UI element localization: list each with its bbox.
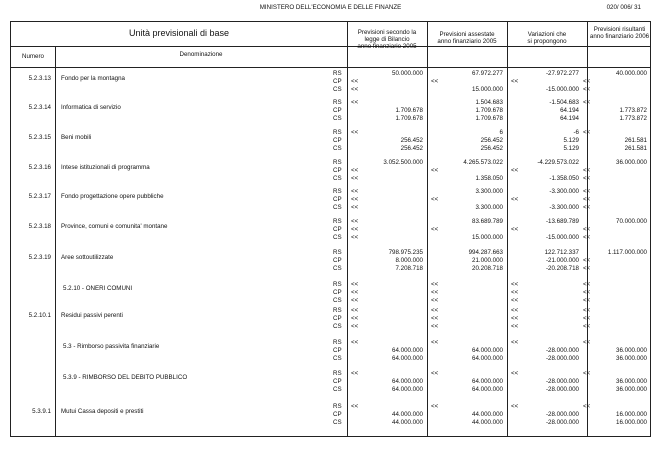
value-risultanti: << [583, 167, 591, 174]
table-row [11, 188, 652, 214]
value-variazioni: << [511, 370, 519, 377]
table-row [11, 370, 652, 396]
value-bilancio: 64.000.000 [392, 386, 423, 393]
value-variazioni: -28.000.000 [545, 419, 579, 426]
value-assestate: 256.452 [480, 145, 503, 152]
value-bilancio: << [351, 370, 359, 377]
values-variazioni [511, 129, 579, 153]
row-code: RS [333, 249, 342, 256]
values-risultanti [583, 70, 647, 94]
value-risultanti: 261.581 [624, 145, 647, 152]
values-variazioni [511, 159, 579, 183]
value-variazioni: << [511, 403, 519, 410]
row-number: 5.2.10.1 [28, 312, 51, 319]
value-risultanti: 36.000.000 [616, 159, 647, 166]
value-assestate: << [431, 78, 439, 85]
value-bilancio: << [351, 175, 359, 182]
value-variazioni: -28.000.000 [545, 411, 579, 418]
values-risultanti [583, 249, 647, 273]
value-bilancio: << [351, 281, 359, 288]
values-risultanti [583, 129, 647, 153]
values-assestate [431, 281, 503, 305]
row-denominazione: 5.3.9 - RIMBORSO DEL DEBITO PUBBLICO [63, 374, 188, 381]
value-risultanti: << [583, 265, 591, 272]
values-variazioni [511, 188, 579, 212]
row-code: RS [333, 70, 342, 77]
value-risultanti: << [583, 315, 591, 322]
row-code: CP [333, 226, 342, 233]
value-risultanti: << [583, 188, 591, 195]
values-risultanti [583, 99, 647, 123]
table-row [11, 281, 652, 307]
value-variazioni: << [511, 307, 519, 314]
row-code: CP [333, 196, 342, 203]
table-row [11, 159, 652, 185]
row-codes [333, 339, 347, 363]
value-bilancio: << [351, 204, 359, 211]
row-code: CP [333, 315, 342, 322]
value-bilancio: 798.975.235 [388, 249, 423, 256]
value-variazioni: << [511, 167, 519, 174]
value-assestate: 15.000.000 [472, 234, 503, 241]
table-row [11, 339, 652, 365]
value-risultanti: 16.000.000 [616, 411, 647, 418]
value-assestate: << [431, 196, 439, 203]
value-assestate: 6 [499, 129, 503, 136]
value-risultanti: << [583, 307, 591, 314]
row-codes [333, 188, 347, 212]
value-variazioni: -1.504.683 [549, 99, 579, 106]
value-bilancio: << [351, 196, 359, 203]
value-bilancio: 44.000.000 [392, 411, 423, 418]
value-assestate: 21.000.000 [472, 257, 503, 264]
value-risultanti: 70.000.000 [616, 218, 647, 225]
value-variazioni: << [511, 196, 519, 203]
value-risultanti: 261.581 [624, 137, 647, 144]
budget-table [10, 21, 651, 437]
row-code: RS [333, 370, 342, 377]
values-bilancio [351, 281, 423, 305]
row-number: 5.2.3.17 [28, 193, 51, 200]
row-codes [333, 370, 347, 394]
value-bilancio: 64.000.000 [392, 347, 423, 354]
row-code: RS [333, 403, 342, 410]
value-variazioni: -21.000.000 [545, 257, 579, 264]
value-variazioni: << [511, 226, 519, 233]
row-code: CS [333, 386, 342, 393]
values-variazioni [511, 403, 579, 427]
value-risultanti: 40.000.000 [616, 70, 647, 77]
col-header-numero: Numero [21, 53, 44, 60]
row-code: CS [333, 265, 342, 272]
row-code: CS [333, 355, 342, 362]
col-header-previsioni-risultanti: Previsioni risultanti anno finanziario 2006 [589, 26, 650, 41]
value-assestate: << [431, 370, 439, 377]
row-denominazione: Intese istituzionali di programma [61, 164, 150, 171]
value-assestate: 1.709.678 [475, 115, 503, 122]
value-variazioni: -20.208.718 [545, 265, 579, 272]
row-code: CS [333, 86, 342, 93]
value-risultanti: 36.000.000 [616, 386, 647, 393]
value-assestate: << [431, 167, 439, 174]
row-codes [333, 249, 347, 273]
values-bilancio [351, 70, 423, 94]
value-bilancio: << [351, 226, 359, 233]
table-row [11, 70, 652, 96]
values-risultanti [583, 218, 647, 242]
value-assestate: 1.504.683 [475, 99, 503, 106]
group-title: Unità previsionali di base [128, 28, 230, 38]
row-code: RS [333, 188, 342, 195]
value-risultanti: << [583, 129, 591, 136]
row-denominazione: Fondo per la montagna [61, 75, 125, 82]
value-bilancio: << [351, 289, 359, 296]
value-assestate: 15.000.000 [472, 86, 503, 93]
values-assestate [431, 159, 503, 183]
row-code: RS [333, 307, 342, 314]
row-denominazione: Residui passivi perenti [61, 312, 123, 319]
value-bilancio: 3.052.500.000 [383, 159, 423, 166]
row-code: CP [333, 257, 342, 264]
value-variazioni: << [511, 315, 519, 322]
value-bilancio: << [351, 188, 359, 195]
row-number: 5.2.3.19 [28, 254, 51, 261]
value-risultanti: << [583, 339, 591, 346]
value-bilancio: 7.208.718 [395, 265, 423, 272]
value-bilancio: 256.452 [400, 137, 423, 144]
values-risultanti [583, 307, 647, 331]
values-bilancio [351, 129, 423, 153]
value-bilancio: 8.000.000 [395, 257, 423, 264]
value-assestate: 1.358.050 [475, 175, 503, 182]
table-row [11, 129, 652, 155]
value-variazioni: -3.300.000 [549, 204, 579, 211]
row-number: 5.2.3.16 [28, 164, 51, 171]
value-bilancio: << [351, 218, 359, 225]
value-variazioni: 64.194 [560, 107, 579, 114]
values-assestate [431, 188, 503, 212]
row-codes [333, 281, 347, 305]
value-assestate: << [431, 289, 439, 296]
row-code: CS [333, 204, 342, 211]
col-header-previsioni-bilancio: Previsioni secondo la legge di Bilancio anno finanziario 2005 [357, 29, 417, 51]
value-risultanti: 1.773.872 [619, 115, 647, 122]
values-variazioni [511, 339, 579, 363]
values-risultanti [583, 281, 647, 305]
value-assestate: 44.000.000 [472, 419, 503, 426]
value-assestate: 994.287.663 [468, 249, 503, 256]
value-variazioni: 5.129 [563, 137, 579, 144]
value-risultanti: << [583, 78, 591, 85]
row-codes [333, 159, 347, 183]
col-header-variazioni: Variazioni che si propongono [527, 31, 567, 46]
value-bilancio: 1.709.678 [395, 115, 423, 122]
value-variazioni: -28.000.000 [545, 347, 579, 354]
value-assestate: << [431, 307, 439, 314]
value-assestate: 3.300.000 [475, 204, 503, 211]
values-assestate [431, 218, 503, 242]
row-number: 5.2.3.13 [28, 75, 51, 82]
row-code: RS [333, 218, 342, 225]
row-code: CS [333, 234, 342, 241]
page-number: 020/ 006/ 31 [606, 4, 641, 11]
ministry-header: MINISTERO DELL'ECONOMIA E DELLE FINANZE [259, 4, 402, 11]
value-bilancio: << [351, 234, 359, 241]
values-assestate [431, 70, 503, 94]
row-number: 5.3.9.1 [32, 408, 51, 415]
value-risultanti: 36.000.000 [616, 347, 647, 354]
values-bilancio [351, 99, 423, 123]
row-code: RS [333, 281, 342, 288]
table-row [11, 307, 652, 333]
row-code: RS [333, 129, 342, 136]
values-assestate [431, 129, 503, 153]
value-variazioni: 5.129 [563, 145, 579, 152]
row-codes [333, 218, 347, 242]
value-variazioni: -6 [573, 129, 579, 136]
values-bilancio [351, 188, 423, 212]
values-variazioni [511, 370, 579, 394]
header-divider [11, 46, 650, 47]
row-denominazione: Mutui Cassa depositi e prestiti [61, 408, 144, 415]
value-bilancio: 256.452 [400, 145, 423, 152]
row-code: CS [333, 115, 342, 122]
value-bilancio: << [351, 129, 359, 136]
row-codes [333, 70, 347, 94]
values-bilancio [351, 218, 423, 242]
row-code: CS [333, 175, 342, 182]
values-variazioni [511, 281, 579, 305]
value-risultanti: << [583, 226, 591, 233]
row-codes [333, 307, 347, 331]
value-bilancio: << [351, 315, 359, 322]
value-assestate: 20.208.718 [472, 265, 503, 272]
value-risultanti: << [583, 281, 591, 288]
col-header-denominazione: Denominazione [179, 51, 223, 58]
value-assestate: << [431, 323, 439, 330]
row-number: 5.2.3.15 [28, 134, 51, 141]
value-bilancio: << [351, 99, 359, 106]
row-denominazione: Fondo progettazione opere pubbliche [61, 193, 164, 200]
values-bilancio [351, 339, 423, 363]
row-code: RS [333, 99, 342, 106]
row-code: CP [333, 137, 342, 144]
value-bilancio: 64.000.000 [392, 378, 423, 385]
values-risultanti [583, 403, 647, 427]
value-variazioni: << [511, 281, 519, 288]
values-assestate [431, 249, 503, 273]
value-assestate: 83.689.789 [472, 218, 503, 225]
value-variazioni: -28.000.000 [545, 386, 579, 393]
value-variazioni: -28.000.000 [545, 378, 579, 385]
header-bottom-border [11, 67, 650, 68]
row-code: CP [333, 78, 342, 85]
value-variazioni: -13.689.789 [545, 218, 579, 225]
value-assestate: 256.452 [480, 137, 503, 144]
values-bilancio [351, 307, 423, 331]
value-risultanti: << [583, 297, 591, 304]
row-code: CP [333, 347, 342, 354]
row-code: RS [333, 339, 342, 346]
value-risultanti: << [583, 289, 591, 296]
value-risultanti: << [583, 196, 591, 203]
values-risultanti [583, 188, 647, 212]
row-denominazione: 5.3 - Rimborso passivita finanziarie [63, 343, 160, 350]
value-bilancio: << [351, 167, 359, 174]
row-code: CP [333, 289, 342, 296]
value-bilancio: 64.000.000 [392, 355, 423, 362]
values-assestate [431, 339, 503, 363]
value-variazioni: 122.712.337 [544, 249, 579, 256]
value-risultanti: 1.773.872 [619, 107, 647, 114]
value-bilancio: << [351, 307, 359, 314]
value-assestate: << [431, 281, 439, 288]
value-bilancio: << [351, 403, 359, 410]
value-assestate: 64.000.000 [472, 386, 503, 393]
value-risultanti: << [583, 370, 591, 377]
value-bilancio: << [351, 86, 359, 93]
values-risultanti [583, 370, 647, 394]
row-code: RS [333, 159, 342, 166]
value-bilancio: 1.709.678 [395, 107, 423, 114]
value-bilancio: << [351, 297, 359, 304]
value-risultanti: << [583, 99, 591, 106]
values-variazioni [511, 307, 579, 331]
row-code: CS [333, 323, 342, 330]
value-assestate: << [431, 339, 439, 346]
col-header-previsioni-assestate: Previsioni assestate anno finanziario 2005 [437, 31, 497, 46]
values-variazioni [511, 70, 579, 94]
row-denominazione: Aree sottoutilizzate [61, 254, 114, 261]
values-variazioni [511, 218, 579, 242]
values-assestate [431, 99, 503, 123]
row-number: 5.2.3.14 [28, 104, 51, 111]
values-bilancio [351, 370, 423, 394]
value-bilancio: << [351, 323, 359, 330]
row-denominazione: 5.2.10 - ONERI COMUNI [63, 285, 133, 292]
value-variazioni: << [511, 289, 519, 296]
row-codes [333, 403, 347, 427]
value-risultanti: << [583, 257, 591, 264]
value-risultanti: << [583, 175, 591, 182]
value-variazioni: -4.229.573.022 [537, 159, 579, 166]
value-assestate: << [431, 315, 439, 322]
value-risultanti: << [583, 323, 591, 330]
value-risultanti: 36.000.000 [616, 355, 647, 362]
table-row [11, 403, 652, 429]
value-risultanti: << [583, 204, 591, 211]
value-assestate: << [431, 403, 439, 410]
value-risultanti: << [583, 234, 591, 241]
values-bilancio [351, 249, 423, 273]
value-bilancio: << [351, 78, 359, 85]
value-assestate: 44.000.000 [472, 411, 503, 418]
values-assestate [431, 307, 503, 331]
value-assestate: 4.265.573.022 [463, 159, 503, 166]
value-risultanti: << [583, 86, 591, 93]
row-code: CP [333, 107, 342, 114]
value-risultanti: 16.000.000 [616, 419, 647, 426]
value-bilancio: 50.000.000 [392, 70, 423, 77]
values-assestate [431, 403, 503, 427]
value-assestate: 67.972.277 [472, 70, 503, 77]
table-row [11, 249, 652, 275]
table-row [11, 99, 652, 125]
value-variazioni: -15.000.000 [545, 86, 579, 93]
value-assestate: 3.300.000 [475, 188, 503, 195]
value-variazioni: -3.300.000 [549, 188, 579, 195]
value-assestate: 64.000.000 [472, 347, 503, 354]
row-denominazione: Informatica di servizio [61, 104, 121, 111]
row-number: 5.2.3.18 [28, 223, 51, 230]
row-code: CP [333, 167, 342, 174]
value-variazioni: -28.000.000 [545, 355, 579, 362]
value-variazioni: << [511, 323, 519, 330]
value-variazioni: << [511, 339, 519, 346]
values-bilancio [351, 159, 423, 183]
value-variazioni: << [511, 78, 519, 85]
values-bilancio [351, 403, 423, 427]
values-variazioni [511, 249, 579, 273]
value-assestate: 64.000.000 [472, 355, 503, 362]
value-risultanti: 1.117.000.000 [607, 249, 647, 256]
row-code: CP [333, 411, 342, 418]
value-variazioni: 64.194 [560, 115, 579, 122]
value-variazioni: -1.358.050 [549, 175, 579, 182]
value-assestate: 64.000.000 [472, 378, 503, 385]
row-code: CS [333, 419, 342, 426]
value-assestate: 1.709.678 [475, 107, 503, 114]
values-assestate [431, 370, 503, 394]
value-risultanti: 36.000.000 [616, 378, 647, 385]
row-codes [333, 129, 347, 153]
table-row [11, 218, 652, 244]
row-code: CS [333, 145, 342, 152]
row-code: CS [333, 297, 342, 304]
value-variazioni: -27.972.277 [545, 70, 579, 77]
value-assestate: << [431, 226, 439, 233]
values-variazioni [511, 99, 579, 123]
row-denominazione: Province, comuni e comunita' montane [61, 223, 168, 230]
values-risultanti [583, 159, 647, 183]
value-bilancio: << [351, 339, 359, 346]
value-variazioni: << [511, 297, 519, 304]
value-risultanti: << [583, 403, 591, 410]
row-denominazione: Beni mobili [61, 134, 92, 141]
row-code: CP [333, 378, 342, 385]
value-bilancio: 44.000.000 [392, 419, 423, 426]
value-variazioni: -15.000.000 [545, 234, 579, 241]
values-risultanti [583, 339, 647, 363]
value-assestate: << [431, 297, 439, 304]
row-codes [333, 99, 347, 123]
